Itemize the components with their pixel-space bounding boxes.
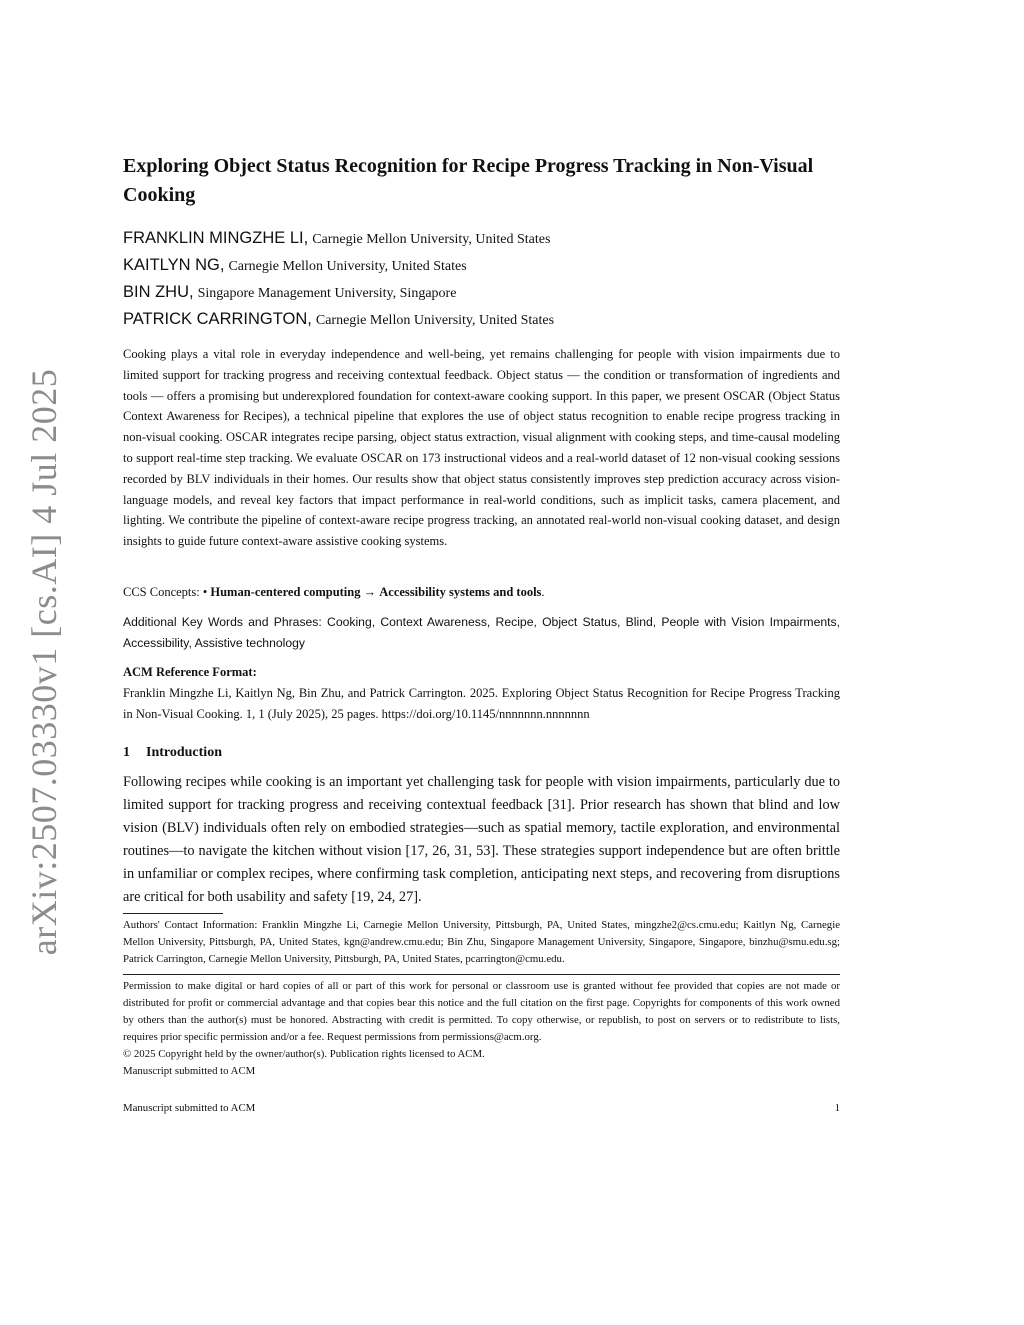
author-name: KAITLYN NG,: [123, 256, 225, 274]
ccs-subconcept: Accessibility systems and tools: [379, 585, 542, 599]
permission-divider: [123, 974, 840, 975]
page-number: 1: [834, 1102, 840, 1114]
acm-reference-heading: ACM Reference Format:: [123, 665, 257, 679]
ccs-arrow: →: [363, 585, 377, 599]
paper-title: Exploring Object Status Recognition for Recipe Progress Tracking in Non-Visual Cooking: [123, 155, 814, 206]
section-title: Introduction: [146, 745, 222, 760]
author-contact-footnote: Authors' Contact Information: Franklin Mingzhe Li, Carnegie Mellon University, Pittsburgh, PA, United States, mingzhe2@cs.cmu.edu; Kaitlyn Ng, Carnegie Mellon University, Pittsburgh, PA, United States, kgn@andrew.cmu.edu; Bin Zhu, Singapore Management University, Singapore, Singapore, binzhu@smu.edu.sg; Patrick Carrington, Carnegie Mellon University, Pittsburgh, PA, United States, pcarrington@cmu.edu.: [123, 919, 840, 965]
footnote-divider: [123, 913, 223, 914]
author-name: PATRICK CARRINGTON,: [123, 310, 312, 328]
author-entry: [123, 307, 840, 334]
keywords-label: Additional Key Words and Phrases:: [123, 615, 322, 629]
author-affiliation: Singapore Management University, Singapore: [197, 286, 457, 301]
author-name: FRANKLIN MINGZHE LI,: [123, 229, 309, 247]
submission-note: Manuscript submitted to ACM: [123, 1065, 256, 1077]
arxiv-stamp-text: arXiv:2507.03330v1 [cs.AI] 4 Jul 2025: [24, 368, 64, 956]
ccs-label: CCS Concepts: •: [123, 585, 208, 599]
abstract: Cooking plays a vital role in everyday independence and well-being, yet remains challenging for people with vision impairments due to limited support for tracking progress and receiving contextual feedback. Object status — the condition or transformation of ingredients and tools — offers a promising but underexplored foundation for context-aware cooking support. In this paper, we present OSCAR (Object Status Context Awareness for Recipes), a technical pipeline that explores the use of object status recognition to enable recipe progress tracking in non-visual cooking. OSCAR integrates recipe parsing, object status extraction, visual alignment with cooking steps, and time-causal modeling to support real-time step tracking. We evaluate OSCAR on 173 instructional videos and a real-world dataset of 12 non-visual cooking sessions recorded by BLV individuals in their homes. Our results show that object status consistently improves step prediction accuracy across vision-language models, and reveal key factors that impact performance in real-world conditions, such as implicit tasks, camera placement, and lighting. We contribute the pipeline of context-aware recipe progress tracking, an annotated real-world non-visual cooking dataset, and design insights to guide future context-aware assistive cooking systems.: [123, 347, 840, 549]
author-affiliation: Carnegie Mellon University, United States: [312, 232, 551, 247]
author-affiliation: Carnegie Mellon University, United States: [228, 259, 467, 274]
permission-notice: Permission to make digital or hard copies of all or part of this work for personal or classroom use is granted without fee provided that copies are not made or distributed for profit or commercial advantage and that copies bear this notice and the full citation on the first page. Copyrights for components of this work owned by others than the author(s) must be honored. Abstracting with credit is permitted. To copy otherwise, or republish, to post on servers or to redistribute to lists, requires prior specific permission and/or a fee. Request permissions from permissions@acm.org.: [123, 980, 840, 1043]
author-affiliation: Carnegie Mellon University, United States: [315, 313, 555, 328]
keywords: [123, 612, 840, 654]
keywords-text: Cooking, Context Awareness, Recipe, Object Status, Blind, People with Vision Impairments, Accessibility, Assistive technology: [123, 615, 841, 650]
ccs-concept: Human-centered computing: [210, 585, 361, 599]
author-entry: [123, 280, 840, 307]
ccs-concepts: [123, 582, 840, 603]
copyright-notice: © 2025 Copyright held by the owner/author(s). Publication rights licensed to ACM.: [123, 1048, 485, 1060]
footer-left: Manuscript submitted to ACM: [123, 1102, 256, 1114]
ccs-end: .: [541, 585, 545, 599]
acm-reference-text: Franklin Mingzhe Li, Kaitlyn Ng, Bin Zhu, and Patrick Carrington. 2025. Exploring Object Status Recognition for Recipe Progress Tracking in Non-Visual Cooking. 1, 1 (July 2025), 25 pages. https://doi.org/10.1145/nnnnnnn.nnnnnnn: [123, 686, 840, 721]
section-number: 1: [123, 745, 130, 760]
section-heading: [123, 743, 222, 763]
author-entry: [123, 226, 840, 253]
author-entry: [123, 253, 840, 280]
author-name: BIN ZHU,: [123, 283, 194, 301]
author-list: [123, 226, 840, 334]
introduction-paragraph: Following recipes while cooking is an important yet challenging task for people with vision impairments, particularly due to limited support for tracking progress and receiving contextual feedback [31]. Prior research has shown that blind and low vision (BLV) individuals often rely on embodied strategies—such as spatial memory, tactile exploration, and environmental routines—to navigate the kitchen without vision [17, 26, 31, 53]. These strategies support independence but are often brittle in unfamiliar or complex recipes, where confirming task completion, anticipating next steps, and recovering from disruptions are critical for both usability and safety [19, 24, 27].: [123, 774, 840, 905]
